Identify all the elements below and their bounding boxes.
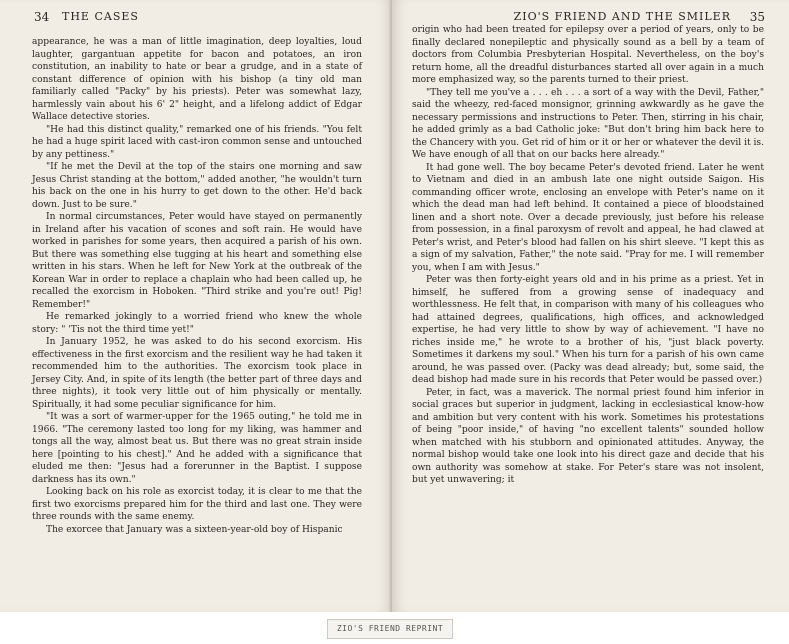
paragraph: "He had this distinct quality," remarked one of his friends. "You felt he had a huge spirit laced with cast-iron common sense and untouched by any pettiness." bbox=[32, 124, 362, 160]
paragraph: Peter, in fact, was a maverick. The normal priest found him inferior in social graces but superior in judgment, lacking in ecclesiastical know-how and ambition but very content with his work. Sometimes his protestations of being "poor inside," of having "no excellent talents" sounded hollow when matched with his stubborn and opinionated attitudes. Anyway, the normal bishop would take one look into his direct gaze and decide that his own authority was somehow at stake. For Peter's stare was not insolent, but yet unwavering; it bbox=[412, 387, 764, 485]
running-head-right: ZIO'S FRIEND AND THE SMILER bbox=[513, 10, 731, 23]
paragraph: The exorcee that January was a sixteen-year-old boy of Hispanic bbox=[46, 524, 343, 535]
paragraph: origin who had been treated for epilepsy over a period of years, only to be finally declared nonepileptic and physically sound as a bell by a team of doctors from Columbia Presbyterian Hospital. Nevertheless, on the boy's return home, all the dreadful disturbances started all over again in a much more emphasized way, so the parents turned to their priest. bbox=[412, 25, 764, 85]
reprint-stamp: ZIO'S FRIEND REPRINT bbox=[327, 619, 453, 639]
paragraph: Looking back on his role as exorcist today, it is clear to me that the first two exorcisms prepared him for the third and last one. They were three rounds with the same enemy. bbox=[32, 487, 362, 522]
paragraph: "They tell me you've a . . . eh . . . a sort of a way with the Devil, Father," said the wheezy, red-faced monsignor, grinning awkwardly as he gave the necessary permissions and instructions to Peter. Then, stirring in his chair, he added grimly as a bad Catholic joke: "But don't bring him back here to the Chancery with you. Get rid of him or it or her or whatever the devil it is. We have enough of all that on our backs here already." bbox=[412, 87, 764, 160]
paragraph: appearance, he was a man of little imagination, deep loyalties, loud laughter, gargantuan appetite for bacon and potatoes, an iron constitution, an inability to hate or bear a grudge, and in a state of constant difference of opinion with his bishop (a tiny old man familiarly called "Packy" by his priests). Peter was somewhat lazy, harmlessly vain about his 6' 2" height, and a lifelong addict of Edgar Wallace detective stories. bbox=[32, 37, 362, 122]
running-head-left: THE CASES bbox=[62, 10, 139, 23]
paragraph: "If he met the Devil at the top of the stairs one morning and saw Jesus Christ standing at the bottom," added another, "he wouldn't turn his back on the one in his hurry to get down to the other. He'd back down. Just to be sure." bbox=[32, 162, 362, 210]
right-page bbox=[392, 0, 789, 612]
paragraph: In normal circumstances, Peter would have stayed on permanently in Ireland after his vacation of scones and soft rain. He would have worked in parishes for some years, then acquired a parish of his own. But there was something else tugging at his heart and something else written in his stars. When he left for New York at the outbreak of the Korean War in order to replace a chaplain who had been called up, he recalled the exorcism in Hoboken. "Third strike and you're out! Pig! Remember!" bbox=[32, 212, 362, 310]
left-page-text bbox=[32, 36, 362, 536]
paragraph: In January 1952, he was asked to do his second exorcism. His effectiveness in the first exorcism and the resilient way he had taken it recommended him to the authorities. The exorcism took place in Jersey City. And, in spite of its length (the better part of three days and three nights), it took very little out of him physically or mentally. Spiritually, it had some peculiar significance for him. bbox=[32, 337, 362, 410]
left-page bbox=[0, 0, 392, 612]
paragraph: It had gone well. The boy became Peter's devoted friend. Later he went to Vietnam and died in an ambush late one night outside Saigon. His commanding officer wrote, enclosing an envelope with Peter's name on it which the dead man had left behind. It contained a piece of bloodstained linen and a short note. Over a decade previously, just before his release from possession, in a final paroxysm of revolt and appeal, he had clawed at Peter's wrist, and Peter's blood had fallen on his shirt sleeve. "I kept this as a sign of my salvation, Father," the note said. "Pray for me. I will remember you, when I am with Jesus." bbox=[412, 162, 764, 273]
paragraph: "It was a sort of warmer-upper for the 1965 outing," he told me in 1966. "The ceremony lasted too long for my liking, was hammer and tongs all the way, almost beat us. But there was no great strain inside here [pointing to his chest]." And he added with a significance that eluded me then: "Jesus had a forerunner in the Baptist. I suppose darkness has its own." bbox=[32, 412, 362, 485]
right-page-text bbox=[412, 24, 764, 487]
page-number-right: 35 bbox=[749, 10, 765, 24]
page-number-left: 34 bbox=[34, 10, 50, 24]
paragraph: Peter was then forty-eight years old and in his prime as a priest. Yet in himself, he suffered from a growing sense of inadequacy and worthlessness. He felt that, in comparison with many of his colleagues who had attained degrees, qualifications, high offices, and acknowledged expertise, he had very little to show by way of achievement. "I have no riches inside me," he wrote to a brother of his, "just black poverty. Sometimes it darkens my soul." When his turn for a parish of his own came around, he was passed over. (Packy was dead already; but, some said, the dead bishop had made sure in his records that Peter would be passed over.) bbox=[412, 275, 764, 385]
paragraph: He remarked jokingly to a worried friend who knew the whole story: " 'Tis not the third time yet!" bbox=[32, 312, 362, 335]
